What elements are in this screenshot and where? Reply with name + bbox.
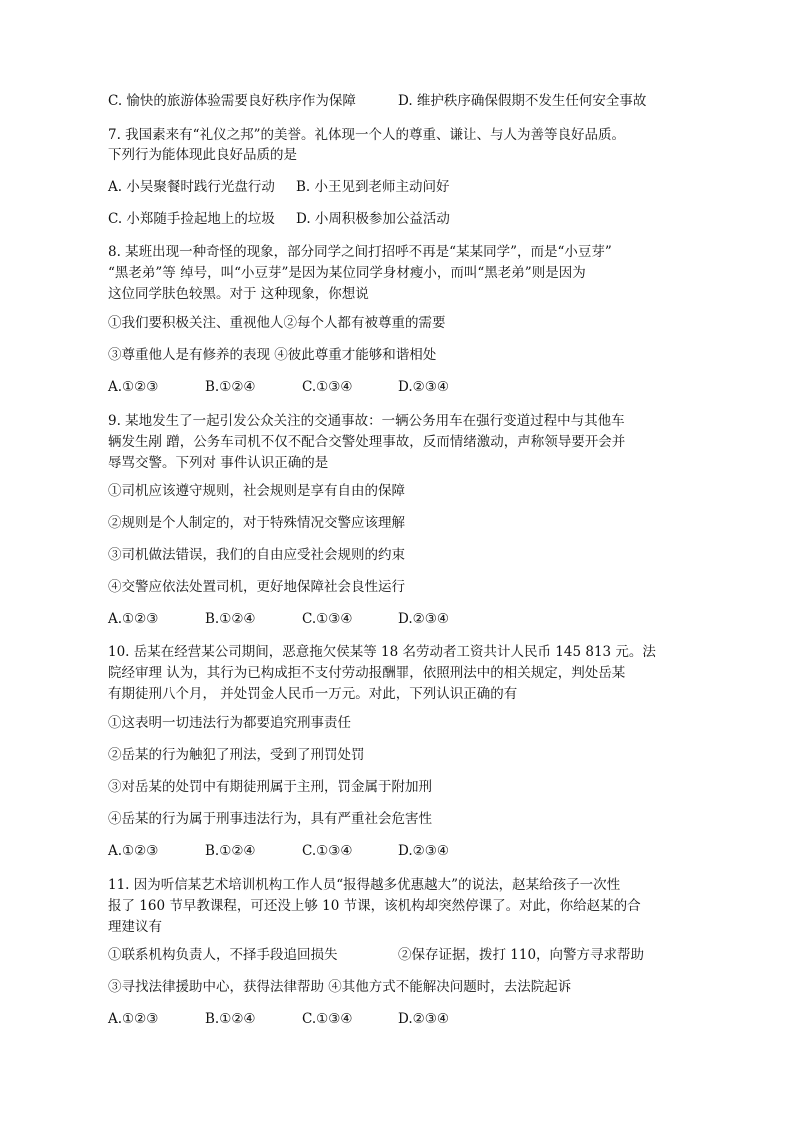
q10-choice-a: A.①②③ <box>108 843 159 859</box>
q9-choice-c: C.①③④ <box>302 611 353 627</box>
q10-stem-line-3: 有期徒刑八个月， 并处罚金人民币一万元。对此，下列认识正确的有 <box>108 686 518 702</box>
q11-stem-line-1: 11. 因为听信某艺术培训机构工作人员“报得越多优惠越大”的说法，赵某给孩子一次性 <box>108 877 621 893</box>
q9-statement-1: ①司机应该遵守规则，社会规则是享有自由的保障 <box>108 483 405 499</box>
q11-statement-2: ②保存证据，拨打 110，向警方寻求帮助 <box>398 947 645 963</box>
q7-option-b: B. 小王见到老师主动问好 <box>296 179 450 195</box>
q7-option-c: C. 小郑随手捡起地上的垃圾 <box>108 211 275 227</box>
q11-stem-line-3: 理建议有 <box>108 919 162 935</box>
q10-statement-1: ①这表明一切违法行为都要追究刑事责任 <box>108 715 351 731</box>
q11-choice-d: D.②③④ <box>398 1011 449 1027</box>
q10-choice-c: C.①③④ <box>302 843 353 859</box>
q9-stem-line-2: 辆发生剐 蹭，公务车司机不仅不配合交警处理事故，反而情绪激动，声称领导要开会并 <box>108 434 626 450</box>
q11-choice-c: C.①③④ <box>302 1011 353 1027</box>
q10-statement-2: ②岳某的行为触犯了刑法，受到了刑罚处罚 <box>108 747 365 763</box>
q10-stem-line-2: 院经审理 认为，其行为已构成拒不支付劳动报酬罪，依照刑法中的相关规定，判处岳某 <box>108 665 626 681</box>
q8-choice-d: D.②③④ <box>398 379 449 395</box>
q8-stem-line-1: 8. 某班出现一种奇怪的现象，部分同学之间打招呼不再是“某某同学”，而是“小豆芽” <box>108 244 612 260</box>
q10-choice-d: D.②③④ <box>398 843 449 859</box>
q6-option-d: D. 维护秩序确保假期不发生任何安全事故 <box>398 93 647 109</box>
q7-stem-line-2: 下列行为能体现此良好品质的是 <box>108 147 297 163</box>
q6-option-c: C. 愉快的旅游体验需要良好秩序作为保障 <box>108 93 356 109</box>
q9-statement-4: ④交警应依法处置司机，更好地保障社会良性运行 <box>108 579 405 595</box>
q7-stem-line-1: 7. 我国素来有“礼仪之邦”的美誉。礼体现一个人的尊重、谦让、与人为善等良好品质。 <box>108 127 625 143</box>
q11-statement-line-2: ③寻找法律援助中心，获得法律帮助 ④其他方式不能解决问题时，去法院起诉 <box>108 979 572 995</box>
q8-choice-c: C.①③④ <box>302 379 353 395</box>
q11-stem-line-2: 报了 160 节早教课程，可还没上够 10 节课，该机构却突然停课了。对此，你给赵某的合 <box>108 898 641 914</box>
q7-option-d: D. 小周积极参加公益活动 <box>296 211 450 227</box>
q9-choice-d: D.②③④ <box>398 611 449 627</box>
q8-stem-line-2: “黑老弟”等 绰号，叫“小豆芽”是因为某位同学身材瘦小，而叫“黑老弟”则是因为 <box>108 265 586 281</box>
q9-choice-b: B.①②④ <box>205 611 256 627</box>
q11-choice-a: A.①②③ <box>108 1011 159 1027</box>
q10-choice-b: B.①②④ <box>205 843 256 859</box>
q10-statement-4: ④岳某的行为属于刑事违法行为，具有严重社会危害性 <box>108 811 432 827</box>
q8-choice-b: B.①②④ <box>205 379 256 395</box>
q8-choice-a: A.①②③ <box>108 379 159 395</box>
q10-stem-line-1: 10. 岳某在经营某公司期间，恶意拖欠侯某等 18 名劳动者工资共计人民币 145 813 元。法 <box>108 644 656 660</box>
q9-statement-3: ③司机做法错误，我们的自由应受社会规则的约束 <box>108 547 405 563</box>
q10-statement-3: ③对岳某的处罚中有期徒刑属于主刑，罚金属于附加刑 <box>108 779 432 795</box>
q8-statement-line-1: ①我们要积极关注、重视他人②每个人都有被尊重的需要 <box>108 315 446 331</box>
q11-statement-1: ①联系机构负责人，不择手段追回损失 <box>108 947 338 963</box>
q11-choice-b: B.①②④ <box>205 1011 256 1027</box>
q8-statement-line-2: ③尊重他人是有修养的表现 ④彼此尊重才能够和谐相处 <box>108 347 437 363</box>
q9-choice-a: A.①②③ <box>108 611 159 627</box>
q9-stem-line-3: 辱骂交警。下列对 事件认识正确的是 <box>108 455 329 471</box>
q9-statement-2: ②规则是个人制定的，对于特殊情况交警应该理解 <box>108 515 405 531</box>
q9-stem-line-1: 9. 某地发生了一起引发公众关注的交通事故：一辆公务用车在强行变道过程中与其他车 <box>108 413 625 429</box>
q8-stem-line-3: 这位同学肤色较黑。对于 这种现象，你想说 <box>108 286 369 302</box>
q7-option-a: A. 小吴聚餐时践行光盘行动 <box>108 179 275 195</box>
